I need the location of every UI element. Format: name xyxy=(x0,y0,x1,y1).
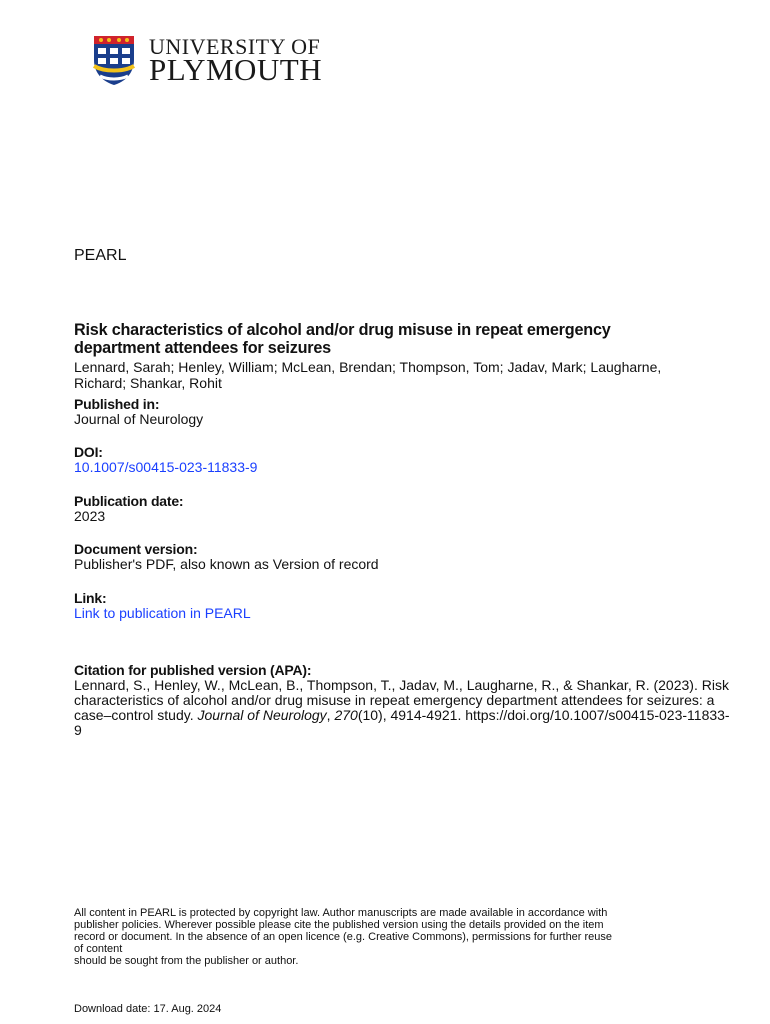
document-version-value: Publisher's PDF, also known as Version of record xyxy=(74,556,379,572)
document-version-label: Document version: xyxy=(74,541,198,557)
publication-date-value: 2023 xyxy=(74,508,106,524)
doi-label: DOI: xyxy=(74,444,103,460)
logo-line-plymouth: PLYMOUTH xyxy=(149,52,323,87)
doi-field xyxy=(74,445,724,475)
publication-date-field xyxy=(74,494,724,524)
citation-volume: 270 xyxy=(334,707,358,723)
notice-line: should be sought from the publisher or author. xyxy=(74,955,299,967)
copyright-notice xyxy=(74,907,734,967)
citation-label: Citation for published version (APA): xyxy=(74,662,312,678)
citation-text xyxy=(74,678,734,738)
doi-link[interactable]: 10.1007/s00415-023-11833-9 xyxy=(74,459,258,475)
published-in-label: Published in: xyxy=(74,396,160,412)
link-field xyxy=(74,591,724,621)
notice-line: record or document. In the absence of an open licence (e.g. Creative Commons), permissions for further reuse xyxy=(74,931,613,943)
university-logo xyxy=(92,34,352,88)
citation-journal: Journal of Neurology xyxy=(197,707,327,723)
published-in-value: Journal of Neurology xyxy=(74,411,204,427)
publication-date-label: Publication date: xyxy=(74,493,184,509)
link-label: Link: xyxy=(74,590,107,606)
published-in-field xyxy=(74,397,724,427)
logo-line-university: UNIVERSITY OF xyxy=(149,34,321,59)
university-shield-icon xyxy=(92,34,136,86)
citation-block xyxy=(74,663,734,738)
citation-pre: Lennard, S., Henley, W., McLean, B., Thompson, T., Jadav, M., Laugharne, R., & Shankar, R. (2023). Risk characteristics of alcohol and/or drug misuse in repeat emergency department attendees for seizures: a case–control study. xyxy=(74,677,729,723)
citation-post: (10), 4914-4921. https://doi.org/10.1007/s00415-023-11833-9 xyxy=(74,707,730,738)
notice-line: All content in PEARL is protected by copyright law. Author manuscripts are made available in accordance with xyxy=(74,907,608,919)
paper-title: Risk characteristics of alcohol and/or drug misuse in repeat emergency department attendees for seizures xyxy=(74,321,611,357)
download-date: Download date: 17. Aug. 2024 xyxy=(74,1003,222,1015)
repository-name: PEARL xyxy=(74,247,127,264)
paper-authors: Lennard, Sarah; Henley, William; McLean, Brendan; Thompson, Tom; Jadav, Mark; Laugharne, Richard; Shankar, Rohit xyxy=(74,359,662,391)
pearl-publication-link[interactable]: Link to publication in PEARL xyxy=(74,605,251,621)
document-version-field xyxy=(74,542,724,572)
notice-line: of content xyxy=(74,943,123,955)
citation-sep: , xyxy=(326,707,335,723)
notice-line: publisher policies. Wherever possible please cite the published version using the details provided on the item xyxy=(74,919,604,931)
